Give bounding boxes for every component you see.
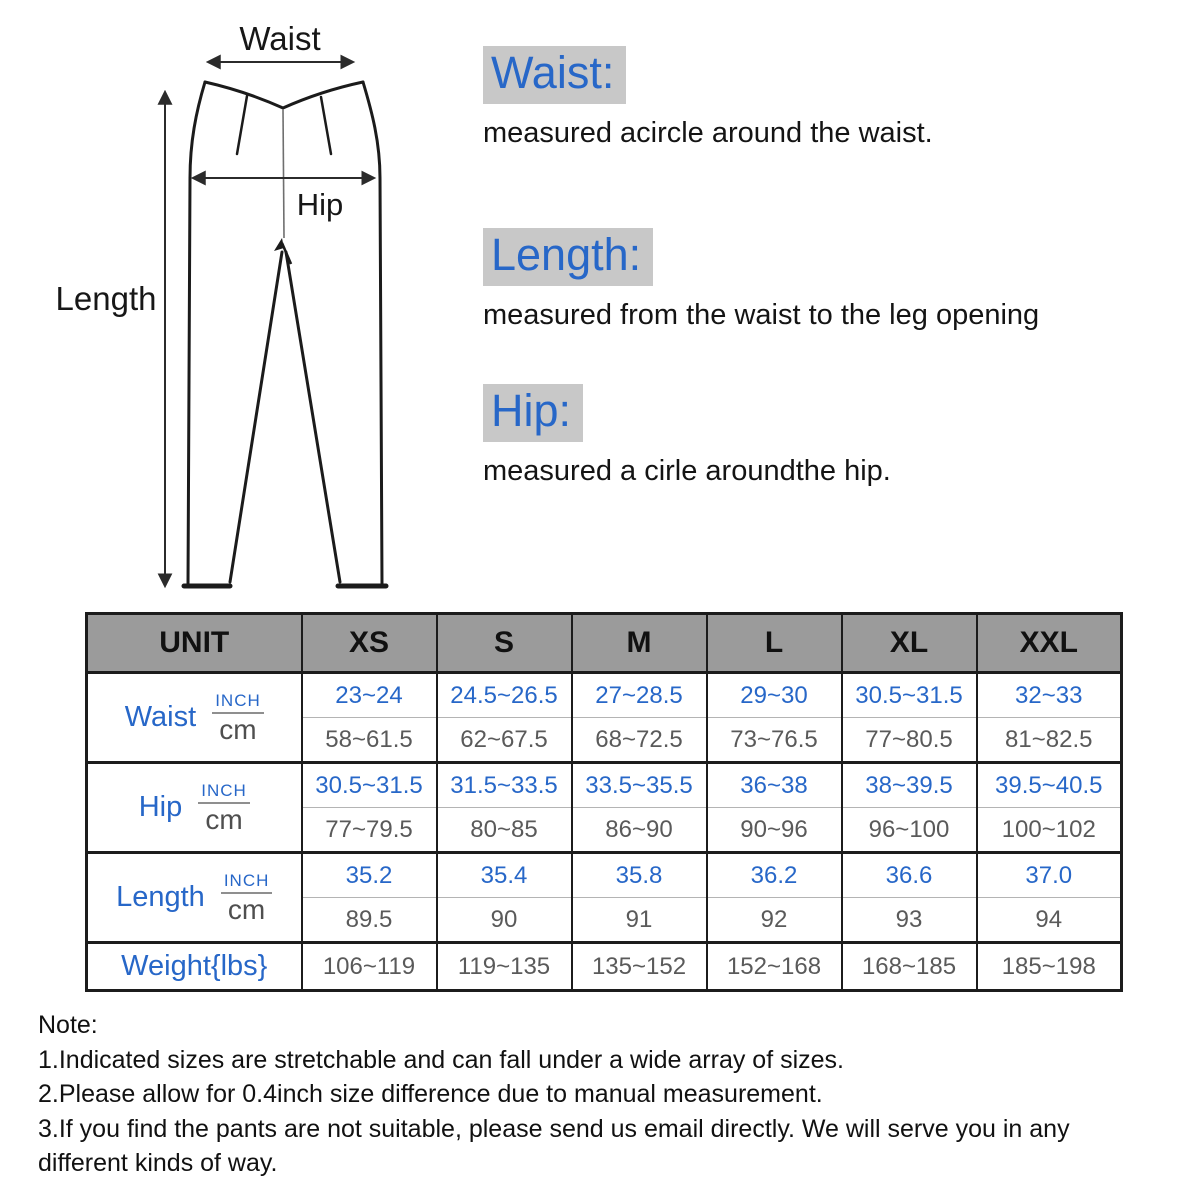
hip-cm-xs: 77~79.5 <box>302 808 437 853</box>
length-label: Length <box>116 881 205 913</box>
weight-xl: 168~185 <box>842 943 977 991</box>
weight-label: Weight{lbs} <box>121 950 268 982</box>
note-section <box>38 1008 1188 1181</box>
note-line-4: different kinds of way. <box>38 1149 278 1177</box>
waist-cm-xl: 77~80.5 <box>842 718 977 763</box>
note-title: Note: <box>38 1011 98 1039</box>
length-inch-row <box>87 853 1122 898</box>
header-xl: XL <box>842 614 977 673</box>
hip-term: Hip: <box>483 384 583 442</box>
inch-cm-unit <box>212 692 264 744</box>
length-row-label <box>87 853 302 943</box>
waist-cm-xs: 58~61.5 <box>302 718 437 763</box>
waist-inch-xs: 23~24 <box>302 673 437 718</box>
waist-diagram-label: Waist <box>239 20 321 57</box>
unit-inch: INCH <box>198 782 250 804</box>
waist-term: Waist: <box>483 46 626 104</box>
weight-l: 152~168 <box>707 943 842 991</box>
definition-waist <box>483 46 933 150</box>
unit-cm: cm <box>227 893 266 925</box>
length-cm-xs: 89.5 <box>302 898 437 943</box>
header-unit: UNIT <box>87 614 302 673</box>
note-line-2: 2.Please allow for 0.4inch size difference due to manual measurement. <box>38 1080 823 1108</box>
hip-inch-xl: 38~39.5 <box>842 763 977 808</box>
hip-cm-s: 80~85 <box>437 808 572 853</box>
length-inch-m: 35.8 <box>572 853 707 898</box>
pants-outline <box>184 82 386 586</box>
hip-label: Hip <box>138 791 183 823</box>
waist-cm-l: 73~76.5 <box>707 718 842 763</box>
hip-cm-l: 90~96 <box>707 808 842 853</box>
hip-inch-l: 36~38 <box>707 763 842 808</box>
weight-row-label <box>87 943 302 991</box>
waist-description: measured acircle around the waist. <box>483 116 933 149</box>
pants-measurement-diagram <box>30 10 470 602</box>
length-cm-xl: 93 <box>842 898 977 943</box>
waist-cm-xxl: 81~82.5 <box>977 718 1122 763</box>
hip-inch-xxl: 39.5~40.5 <box>977 763 1122 808</box>
length-cm-l: 92 <box>707 898 842 943</box>
length-cm-s: 90 <box>437 898 572 943</box>
weight-m: 135~152 <box>572 943 707 991</box>
hip-description: measured a cirle aroundthe hip. <box>483 454 891 487</box>
weight-xxl: 185~198 <box>977 943 1122 991</box>
definition-hip <box>483 384 891 488</box>
waist-inch-m: 27~28.5 <box>572 673 707 718</box>
note-line-1: 1.Indicated sizes are stretchable and can fall under a wide array of sizes. <box>38 1045 844 1074</box>
inch-cm-unit <box>221 872 273 924</box>
hip-inch-xs: 30.5~31.5 <box>302 763 437 808</box>
length-term: Length: <box>483 228 653 286</box>
center-crease-line <box>283 109 284 238</box>
waist-inch-row <box>87 673 1122 718</box>
definition-length <box>483 228 1039 332</box>
length-inch-xs: 35.2 <box>302 853 437 898</box>
weight-xs: 106~119 <box>302 943 437 991</box>
hip-cm-xxl: 100~102 <box>977 808 1122 853</box>
header-m: M <box>572 614 707 673</box>
waist-cm-m: 68~72.5 <box>572 718 707 763</box>
header-xxl: XXL <box>977 614 1122 673</box>
waist-cm-s: 62~67.5 <box>437 718 572 763</box>
length-diagram-label: Length <box>55 280 157 317</box>
unit-inch: INCH <box>212 692 264 714</box>
length-inch-l: 36.2 <box>707 853 842 898</box>
hip-diagram-label: Hip <box>296 187 344 222</box>
size-chart-table <box>85 612 1123 992</box>
length-inch-xl: 36.6 <box>842 853 977 898</box>
length-description: measured from the waist to the leg opening <box>483 298 1040 331</box>
length-cm-xxl: 94 <box>977 898 1122 943</box>
header-l: L <box>707 614 842 673</box>
inch-cm-unit <box>198 782 250 834</box>
waist-inch-xxl: 32~33 <box>977 673 1122 718</box>
hip-inch-m: 33.5~35.5 <box>572 763 707 808</box>
waist-inch-xl: 30.5~31.5 <box>842 673 977 718</box>
hip-cm-m: 86~90 <box>572 808 707 853</box>
hip-inch-s: 31.5~33.5 <box>437 763 572 808</box>
note-line-3: 3.If you find the pants are not suitable, please send us email directly. We will serve you in any <box>38 1114 1070 1143</box>
weight-s: 119~135 <box>437 943 572 991</box>
length-cm-m: 91 <box>572 898 707 943</box>
hip-row-label <box>87 763 302 853</box>
waist-label: Waist <box>124 701 197 733</box>
header-s: S <box>437 614 572 673</box>
hip-cm-xl: 96~100 <box>842 808 977 853</box>
unit-inch: INCH <box>221 872 273 894</box>
unit-cm: cm <box>205 803 243 835</box>
unit-cm: cm <box>219 713 257 745</box>
waist-row-label <box>87 673 302 763</box>
length-inch-s: 35.4 <box>437 853 572 898</box>
header-xs: XS <box>302 614 437 673</box>
weight-row <box>87 943 1122 991</box>
header-row <box>87 614 1122 673</box>
waist-inch-l: 29~30 <box>707 673 842 718</box>
waist-inch-s: 24.5~26.5 <box>437 673 572 718</box>
length-inch-xxl: 37.0 <box>977 853 1122 898</box>
hip-inch-row <box>87 763 1122 808</box>
